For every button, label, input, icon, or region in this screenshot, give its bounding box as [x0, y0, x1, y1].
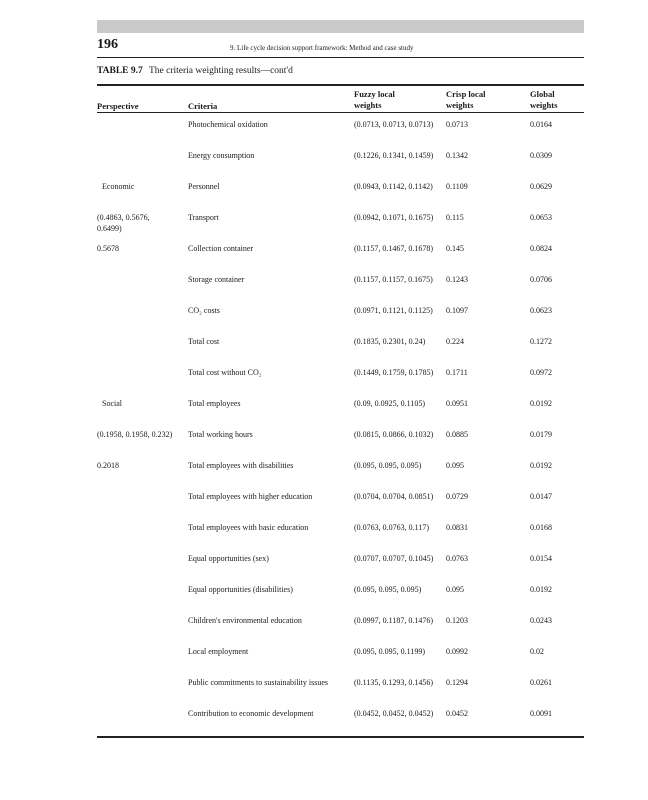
- cell-criteria: CO₂ costs: [188, 306, 220, 315]
- col-header-perspective: Perspective: [97, 101, 139, 111]
- cell-crisp: 0.1203: [446, 616, 468, 625]
- cell-global: 0.0972: [530, 368, 552, 377]
- cell-criteria: Equal opportunities (sex): [188, 554, 269, 563]
- cell-crisp: 0.1097: [446, 306, 468, 315]
- perspective-social-crisp: 0.2018: [97, 461, 119, 470]
- perspective-economic-crisp: 0.5678: [97, 244, 119, 253]
- cell-fuzzy: (0.1835, 0.2301, 0.24): [354, 337, 426, 346]
- cell-crisp: 0.0729: [446, 492, 468, 501]
- cell-crisp: 0.145: [446, 244, 464, 253]
- cell-global: 0.0164: [530, 120, 552, 129]
- cell-fuzzy: (0.0713, 0.0713, 0.0713): [354, 120, 434, 129]
- cell-global: 0.0629: [530, 182, 552, 191]
- cell-fuzzy: (0.0942, 0.1071, 0.1675): [354, 213, 434, 222]
- top-gray-bar: [97, 20, 584, 33]
- cell-criteria: Total employees with disabilities: [188, 461, 294, 470]
- cell-criteria: Total cost: [188, 337, 220, 346]
- cell-crisp: 0.0992: [446, 647, 468, 656]
- cell-fuzzy: (0.09, 0.0925, 0.1105): [354, 399, 426, 408]
- cell-crisp: 0.0885: [446, 430, 468, 439]
- table-header-rule: [97, 112, 584, 113]
- col-header-fuzzy-line1: Fuzzy local: [354, 89, 395, 99]
- cell-criteria: Children's environmental education: [188, 616, 302, 625]
- cell-fuzzy: (0.1226, 0.1341, 0.1459): [354, 151, 434, 160]
- cell-criteria: Total employees with higher education: [188, 492, 313, 501]
- cell-fuzzy: (0.1157, 0.1157, 0.1675): [354, 275, 433, 284]
- cell-criteria: Public commitments to sustainability issues: [188, 678, 328, 687]
- cell-criteria: Total working hours: [188, 430, 253, 439]
- cell-fuzzy: (0.1135, 0.1293, 0.1456): [354, 678, 434, 687]
- perspective-social-fuzzy: (0.1958, 0.1958, 0.232): [97, 430, 173, 439]
- cell-fuzzy: (0.0707, 0.0707, 0.1045): [354, 554, 434, 563]
- col-header-global-line1: Global: [530, 89, 555, 99]
- cell-fuzzy: (0.0943, 0.1142, 0.1142): [354, 182, 433, 191]
- cell-global: 0.1272: [530, 337, 552, 346]
- cell-global: 0.0243: [530, 616, 552, 625]
- cell-crisp: 0.1294: [446, 678, 468, 687]
- table-caption-text: The criteria weighting results—cont'd: [148, 66, 293, 76]
- cell-fuzzy: (0.0763, 0.0763, 0.117): [354, 523, 430, 532]
- cell-criteria: Photochemical oxidation: [188, 120, 268, 129]
- running-title: 9. Life cycle decision support framework: Method and case study: [230, 44, 414, 52]
- header-rule: [97, 57, 584, 58]
- cell-criteria: Local employment: [188, 647, 249, 656]
- cell-global: 0.0623: [530, 306, 552, 315]
- cell-crisp: 0.1243: [446, 275, 468, 284]
- col-header-crisp-line2: weights: [446, 99, 474, 110]
- cell-crisp: 0.095: [446, 461, 464, 470]
- cell-fuzzy: (0.0997, 0.1187, 0.1476): [354, 616, 434, 625]
- col-header-crisp-line1: Crisp local: [446, 89, 486, 99]
- cell-global: 0.0168: [530, 523, 552, 532]
- table-top-rule: [97, 84, 584, 86]
- cell-global: 0.02: [530, 647, 544, 656]
- cell-global: 0.0179: [530, 430, 552, 439]
- cell-global: 0.0091: [530, 709, 552, 718]
- cell-global: 0.0309: [530, 151, 552, 160]
- table-caption: [97, 66, 293, 76]
- cell-criteria: Contribution to economic development: [188, 709, 314, 718]
- cell-fuzzy: (0.0815, 0.0866, 0.1032): [354, 430, 434, 439]
- cell-global: 0.0192: [530, 585, 552, 594]
- col-header-criteria: Criteria: [188, 101, 218, 111]
- cell-fuzzy: (0.1157, 0.1467, 0.1678): [354, 244, 434, 253]
- cell-crisp: 0.224: [446, 337, 464, 346]
- cell-crisp: 0.0763: [446, 554, 468, 563]
- perspective-economic-name: Economic: [102, 182, 135, 191]
- cell-criteria: Total employees: [188, 399, 241, 408]
- cell-global: 0.0154: [530, 554, 552, 563]
- cell-global: 0.0192: [530, 461, 552, 470]
- cell-crisp: 0.0713: [446, 120, 468, 129]
- col-header-crisp: [446, 89, 485, 110]
- col-header-fuzzy: [354, 89, 395, 110]
- cell-crisp: 0.115: [446, 213, 464, 222]
- cell-crisp: 0.095: [446, 585, 464, 594]
- table-label: TABLE 9.7: [97, 66, 143, 76]
- perspective-economic-fuzzy: (0.4863, 0.5676, 0.6499): [97, 213, 150, 233]
- table-bottom-rule: [97, 736, 584, 738]
- cell-crisp: 0.0452: [446, 709, 468, 718]
- col-header-global: [530, 89, 557, 110]
- cell-global: 0.0824: [530, 244, 552, 253]
- cell-fuzzy: (0.095, 0.095, 0.095): [354, 461, 422, 470]
- cell-global: 0.0706: [530, 275, 552, 284]
- cell-crisp: 0.1342: [446, 151, 468, 160]
- col-header-fuzzy-line2: weights: [354, 99, 382, 110]
- cell-fuzzy: (0.0704, 0.0704, 0.0851): [354, 492, 434, 501]
- cell-global: 0.0192: [530, 399, 552, 408]
- cell-criteria: Collection container: [188, 244, 254, 253]
- cell-fuzzy: (0.095, 0.095, 0.1199): [354, 647, 426, 656]
- cell-criteria: Total cost without CO₂: [188, 368, 262, 377]
- cell-global: 0.0261: [530, 678, 552, 687]
- cell-fuzzy: (0.095, 0.095, 0.095): [354, 585, 422, 594]
- cell-global: 0.0147: [530, 492, 552, 501]
- cell-fuzzy: (0.0971, 0.1121, 0.1125): [354, 306, 433, 315]
- cell-global: 0.0653: [530, 213, 552, 222]
- cell-crisp: 0.0831: [446, 523, 468, 532]
- cell-criteria: Total employees with basic education: [188, 523, 309, 532]
- perspective-social-name: Social: [102, 399, 122, 408]
- cell-criteria: Personnel: [188, 182, 220, 191]
- cell-criteria: Storage container: [188, 275, 245, 284]
- page-number: 196: [97, 37, 118, 52]
- col-header-global-line2: weights: [530, 99, 558, 110]
- cell-crisp: 0.0951: [446, 399, 468, 408]
- cell-fuzzy: (0.0452, 0.0452, 0.0452): [354, 709, 434, 718]
- cell-criteria: Equal opportunities (disabilities): [188, 585, 293, 594]
- cell-crisp: 0.1711: [446, 368, 468, 377]
- cell-crisp: 0.1109: [446, 182, 468, 191]
- cell-criteria: Energy consumption: [188, 151, 255, 160]
- cell-criteria: Transport: [188, 213, 219, 222]
- cell-fuzzy: (0.1449, 0.1759, 0.1785): [354, 368, 434, 377]
